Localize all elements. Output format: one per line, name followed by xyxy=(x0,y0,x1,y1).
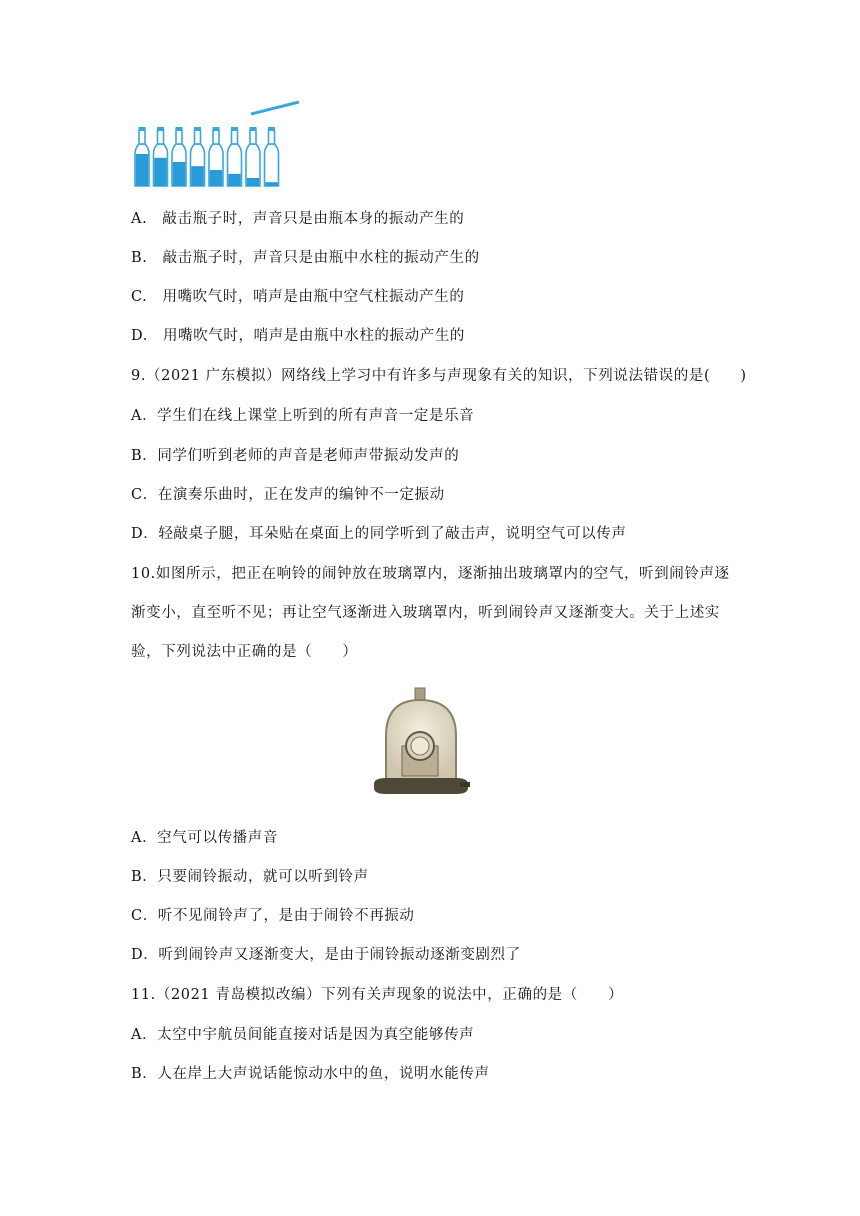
q10-option-d: D．听到闹铃声又逐渐变大，是由于闹铃振动逐渐变剧烈了 xyxy=(131,947,521,963)
q10-stem-line-3: 验，下列说法中正确的是（ ） xyxy=(131,644,358,660)
q9-option-b: B．同学们听到老师的声音是老师声带振动发声的 xyxy=(131,448,460,464)
bottle xyxy=(265,127,279,186)
bottle xyxy=(135,127,149,186)
q8-option-d: D. 用嘴吹气时，哨声是由瓶中水柱的振动产生的 xyxy=(131,328,466,344)
bottle xyxy=(172,127,186,186)
q10-stem-line-2: 渐变小，直至听不见；再让空气逐渐进入玻璃罩内，听到闹铃声又逐渐变大。关于上述实 xyxy=(131,605,720,621)
bottles-figure xyxy=(133,100,303,190)
q10-option-a: A．空气可以传播声音 xyxy=(131,830,278,846)
q11-option-b: B．人在岸上大声说话能惊动水中的鱼，说明水能传声 xyxy=(131,1066,490,1082)
q10-option-c: C．听不见闹铃声了，是由于闹铃不再振动 xyxy=(131,908,415,924)
q9-option-d: D．轻敲桌子腿，耳朵贴在桌面上的同学听到了敲击声，说明空气可以传声 xyxy=(131,526,627,542)
q10-option-b: B．只要闹铃振动，就可以听到铃声 xyxy=(131,869,369,885)
q8-option-b: B. 敲击瓶子时，声音只是由瓶中水柱的振动产生的 xyxy=(131,250,480,266)
q10-stem-line-1: 10.如图所示，把正在响铃的闹钟放在玻璃罩内，逐渐抽出玻璃罩内的空气，听到闹铃声逐 xyxy=(131,566,730,582)
bottle xyxy=(154,127,168,186)
straw xyxy=(251,102,299,114)
q8-option-c: C. 用嘴吹气时，哨声是由瓶中空气柱振动产生的 xyxy=(131,289,465,305)
q9-option-a: A．学生们在线上课堂上听到的所有声音一定是乐音 xyxy=(131,408,475,424)
q11-stem: 11.（2021 青岛模拟改编）下列有关声现象的说法中，正确的是（ ） xyxy=(131,987,624,1003)
q9-option-c: C．在演奏乐曲时，正在发声的编钟不一定振动 xyxy=(131,487,445,503)
bottle xyxy=(209,127,223,186)
q8-option-a: A. 敲击瓶子时，声音只是由瓶本身的振动产生的 xyxy=(131,211,465,227)
bottle xyxy=(228,127,242,186)
q9-stem: 9.（2021 广东模拟）网络线上学习中有许多与声现象有关的知识，下列说法错误的是( ) xyxy=(131,368,747,384)
bottle xyxy=(191,127,205,186)
bottle xyxy=(246,127,260,186)
bell-jar-figure xyxy=(372,684,470,800)
q11-option-a: A．太空中宇航员间能直接对话是因为真空能够传声 xyxy=(131,1027,475,1043)
